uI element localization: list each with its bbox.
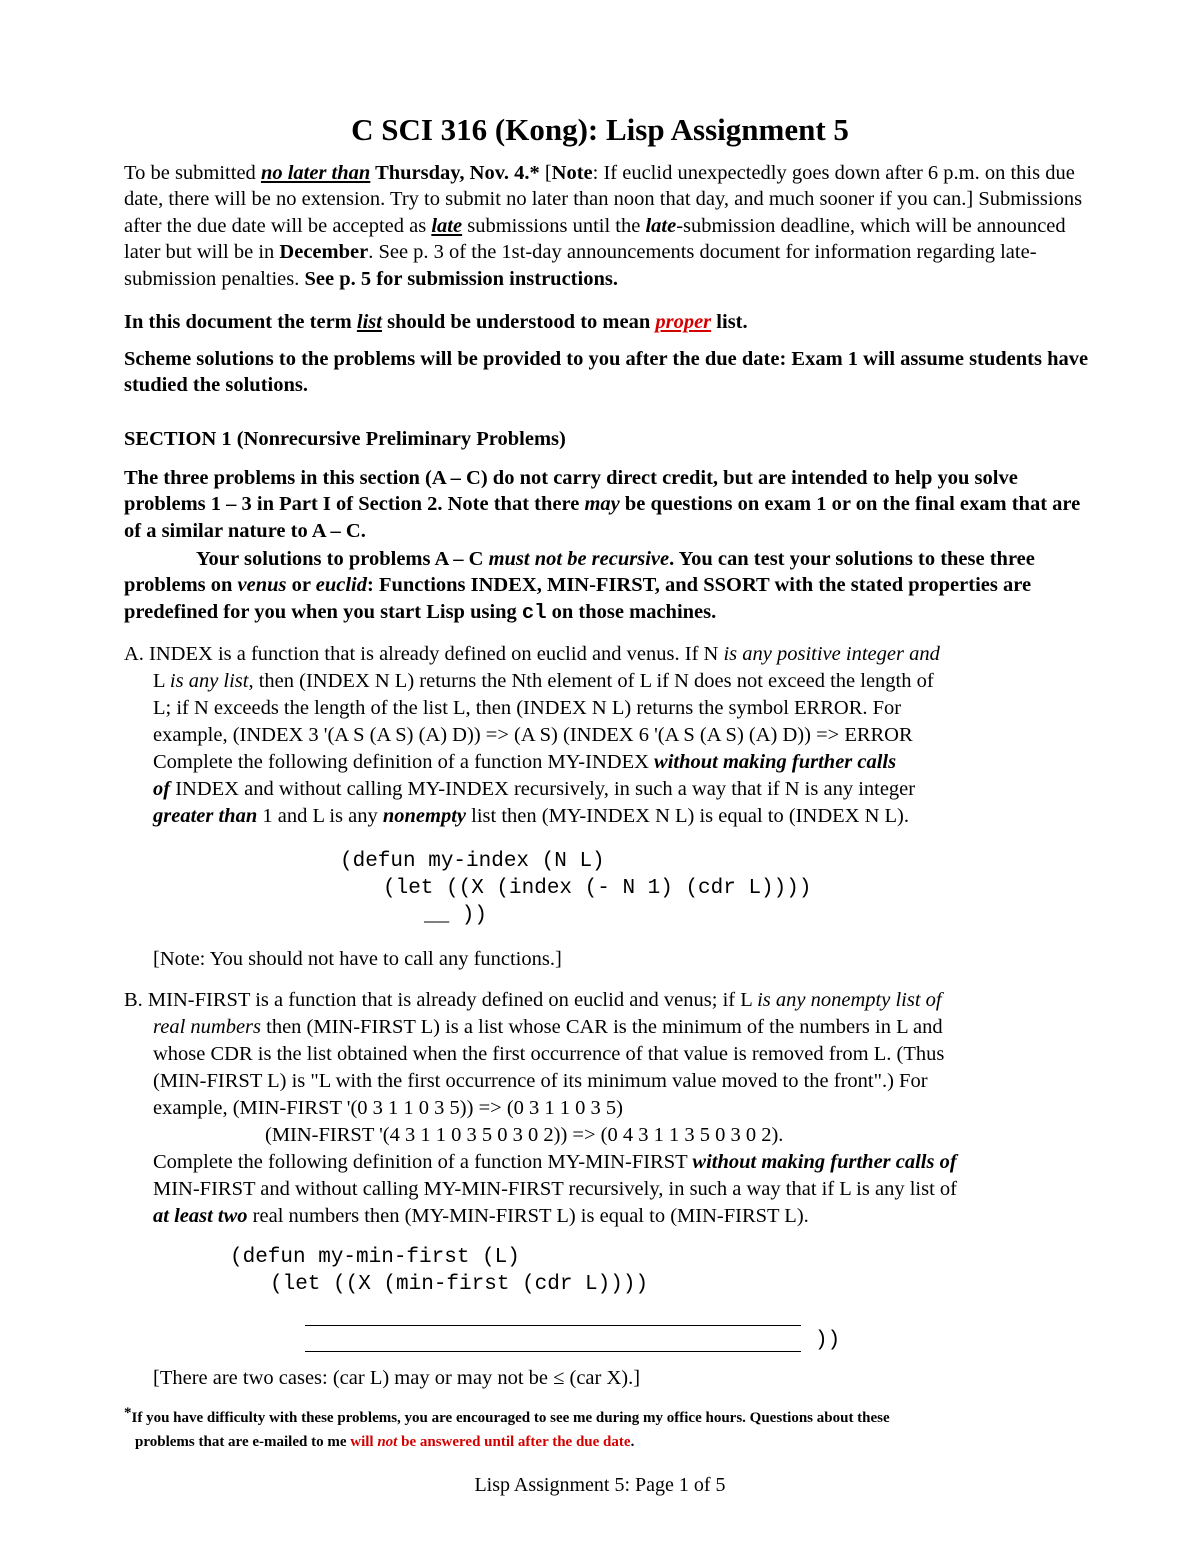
page-number-footer: Lisp Assignment 5: Page 1 of 5 [474,1474,726,1496]
section-1-test-note: Your solutions to problems A – C must not be recursive. You can test your solutions to these three problems on venus or euclid: Functions INDEX, MIN-FIRST, and SSORT with the stated properties are predefined for you when you start Lisp using cl on those machines. [124,548,1035,625]
document-page: C SCI 316 (Kong): Lisp Assignment 5 To be submitted no later than Thursday, Nov. 4.* [Note: If euclid unexpectedly goes down after 6 p.m. on this due date, there will be no extension. Try to submit no later than noon that day, and much sooner if you can.] Submissions after the due date will be accepted as late submissions until the late-submission deadline, which will be announced later but will be in December. See p. 3 of the 1st-day announcements document for information regarding late-submission penalties. See p. 5 for submission instructions. In this document the term list should be understood to mean proper list. Scheme solutions to the problems will be provided to you after the due date: Exam 1 will assume students have studied the solutions. SECTION 1 (Nonrecursive Preliminary Problems) The three problems in this section (A – C) do not carry direct credit, but are intended to help you solve problems 1 – 3 in Part I of Section 2. Note that there may be questions on exam 1 or on the final exam that are of a similar nature to A – C. Your solutions to problems A – C must not be recursive. You can test your solutions to these three problems on venus or euclid: Functions INDEX, MIN-FIRST, and SSORT with the stated properties are predefined for you when you start Lisp using cl on those machines. A. INDEX is a function that is already defined on euclid and venus. If N is any positive integer and L is any list, then (INDEX N L) returns the Nth element of L if N does not exceed the length of L; if N exceeds the length of the list L, then (INDEX N L) returns the symbol ERROR. For example, (INDEX 3 '(A S (A S) (A) D)) => (A S) (INDEX 6 '(A S (A S) (A) D)) => ERROR Complete the following definition of a function MY-INDEX without making further calls of INDEX and without calling MY-INDEX recursively, in such a way that if N is any integer greater than 1 and L is any nonempty list then (MY-INDEX N L) is equal to (INDEX N L). (defun my-index (N L) (let ((X (index (- N 1) (cdr L)))) __ )) [Note: You should not have to call any functions.] B. MIN-FIRST is a function that is already defined on euclid and venus; if L is any nonempty list of real numbers then (MIN-FIRST L) is a list whose CAR is the minimum of the numbers in L and whose CDR is the list obtained when the first occurrence of that value is removed from L. (Thus (MIN-FIRST L) is "L with the first occurrence of its minimum value moved to the front".) For example, (MIN-FIRST '(0 3 1 1 0 3 5)) => (0 3 1 1 0 3 5) (MIN-FIRST '(4 3 1 1 0 3 5 0 3 0 2)) => (0 4 3 1 1 3 5 0 3 0 2). Complete the following definition of a function MY-MIN-FIRST without making further calls of MIN-FIRST and without calling MY-MIN-FIRST recursively, in such a way that if L is any list of at least two real numbers then (MY-MIN-FIRST L) is equal to (MIN-FIRST L). (defun my-min-first (L) (let ((X (min-first (cdr L)))) )) [There are two cases: (car L) may or may not be ≤ (car X).] *If you have difficulty with these problems, you are encouraged to see me during my office hours. Questions about these problems that are e-mailed to me will not be answered until after the due date. Lisp Assignment 5: Page 1 of 5 [0,0,1200,1553]
deadline-emphasis: no later than [260,162,371,184]
my-index-code-line-1: (defun my-index (N L) [340,850,605,873]
min-first-example-2: (MIN-FIRST '(4 3 1 1 0 3 5 0 3 0 2)) => (0 4 3 1 1 3 5 0 3 0 2). [265,1124,784,1146]
page-title: C SCI 316 (Kong): Lisp Assignment 5 [351,112,849,147]
my-min-first-code-line-2: (let ((X (min-first (cdr L)))) [270,1273,649,1296]
my-index-code-line-2: (let ((X (index (- N 1) (cdr L)))) [383,877,812,900]
my-index-code-line-3: __ )) [424,904,488,927]
term-definition: In this document the term list should be understood to mean proper list. [124,311,748,333]
index-example: example, (INDEX 3 '(A S (A S) (A) D)) => (A S) (INDEX 6 '(A S (A S) (A) D)) => ERROR [153,724,913,746]
my-min-first-code-line-1: (defun my-min-first (L) [230,1246,520,1269]
answer-blank-line-1 [305,1325,801,1326]
problem-a-note: [Note: You should not have to call any functions.] [153,948,562,970]
intro-paragraph: To be submitted no later than Thursday, Nov. 4.* [Note: If euclid unexpectedly goes down after 6 p.m. on this due date, there will be no extension. Try to submit no later than noon that day, and much sooner if you can.] Submissions after the due date will be accepted as late submissions until the late-submission deadline, which will be announced later but will be in December. See p. 3 of the 1st-day announcements document for information regarding late-submission penalties. See p. 5 for submission instructions. [124,162,1083,290]
my-min-first-code-line-3: )) [815,1329,841,1352]
min-first-example-1: example, (MIN-FIRST '(0 3 1 1 0 3 5)) => (0 3 1 1 0 3 5) [153,1097,623,1119]
submission-instructions-ref: See p. 5 for submission instructions. [304,267,618,290]
answer-blank-line-2 [305,1351,801,1352]
section-1-heading: SECTION 1 (Nonrecursive Preliminary Problems) [124,428,566,450]
cl-command: cl [521,601,547,625]
due-date: Thursday, Nov. 4.* [370,162,545,184]
scheme-solutions-note: Scheme solutions to the problems will be provided to you after the due date: Exam 1 will assume students have studied the solutions. [124,348,1089,397]
problem-b-note: [There are two cases: (car L) may or may not be ≤ (car X).] [153,1367,641,1389]
section-1-intro: The three problems in this section (A – C) do not carry direct credit, but are intended to help you solve problems 1 – 3 in Part I of Section 2. Note that there may be questions on exam 1 or on the final exam that are of a similar nature to A – C. [124,467,1081,542]
